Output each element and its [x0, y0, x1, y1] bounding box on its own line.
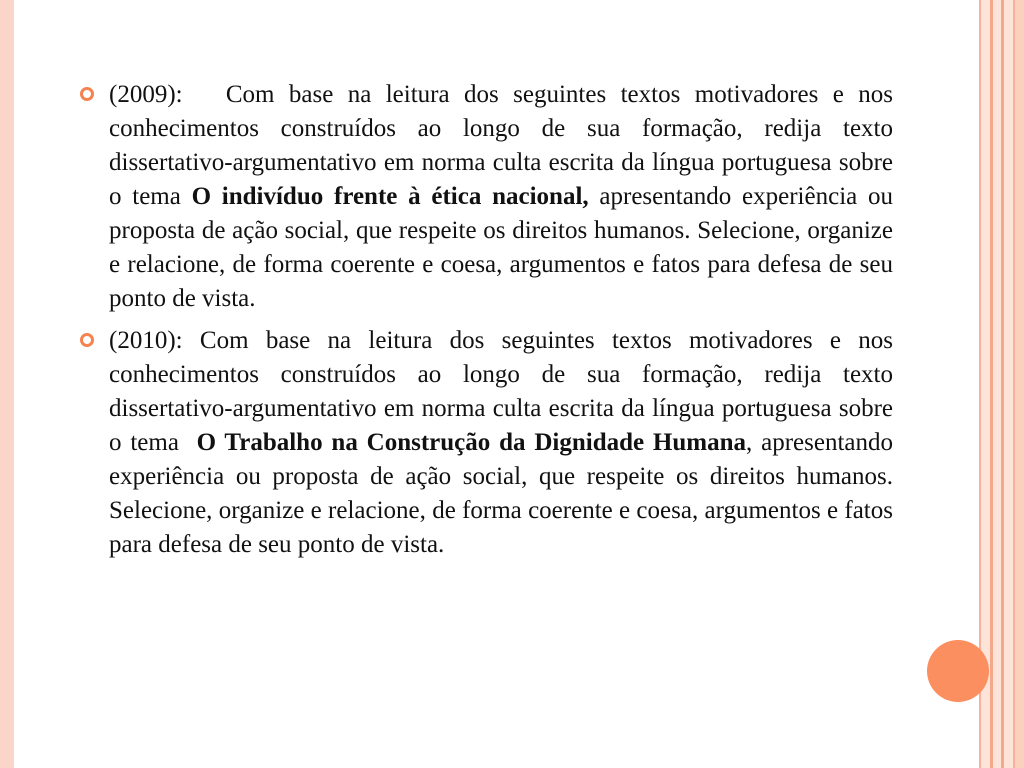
bullet-item-2009	[78, 78, 893, 316]
bullet-theme: O indivíduo frente à ética nacional,	[191, 183, 589, 210]
circle-bullet-icon	[80, 333, 94, 347]
bullet-text-before: (2010): Com base na leitura dos seguintes textos motivadores e nos conhecimentos construídos ao longo de sua formação, redija texto dissertativo-argumentativo em norma culta escrita da língua portuguesa sobre o tema	[109, 327, 893, 456]
bullet-text-before: (2009): Com base na leitura dos seguintes textos motivadores e nos conhecimentos construídos ao longo de sua formação, redija texto dissertativo-argumentativo em norma culta escrita da língua portuguesa sobre o tema	[109, 81, 893, 210]
decorative-circle	[927, 640, 989, 702]
right-border-stripes	[979, 0, 1024, 768]
bullet-list	[78, 78, 893, 562]
circle-bullet-icon	[80, 87, 94, 101]
bullet-text-after: apresentando experiência ou proposta de ação social, que respeite os direitos humanos. Selecione, organize e relacione, de forma coerente e coesa, argumentos e fatos para defesa de seu ponto de vista.	[109, 183, 893, 312]
bullet-item-2010	[78, 324, 893, 562]
bullet-text-after: , apresentando experiência ou proposta de ação social, que respeite os direitos humanos. Selecione, organize e relacione, de forma coerente e coesa, argumentos e fatos para defesa de seu ponto de vista.	[109, 429, 893, 558]
slide-content	[78, 78, 893, 570]
bullet-theme: O Trabalho na Construção da Dignidade Humana	[196, 429, 747, 456]
